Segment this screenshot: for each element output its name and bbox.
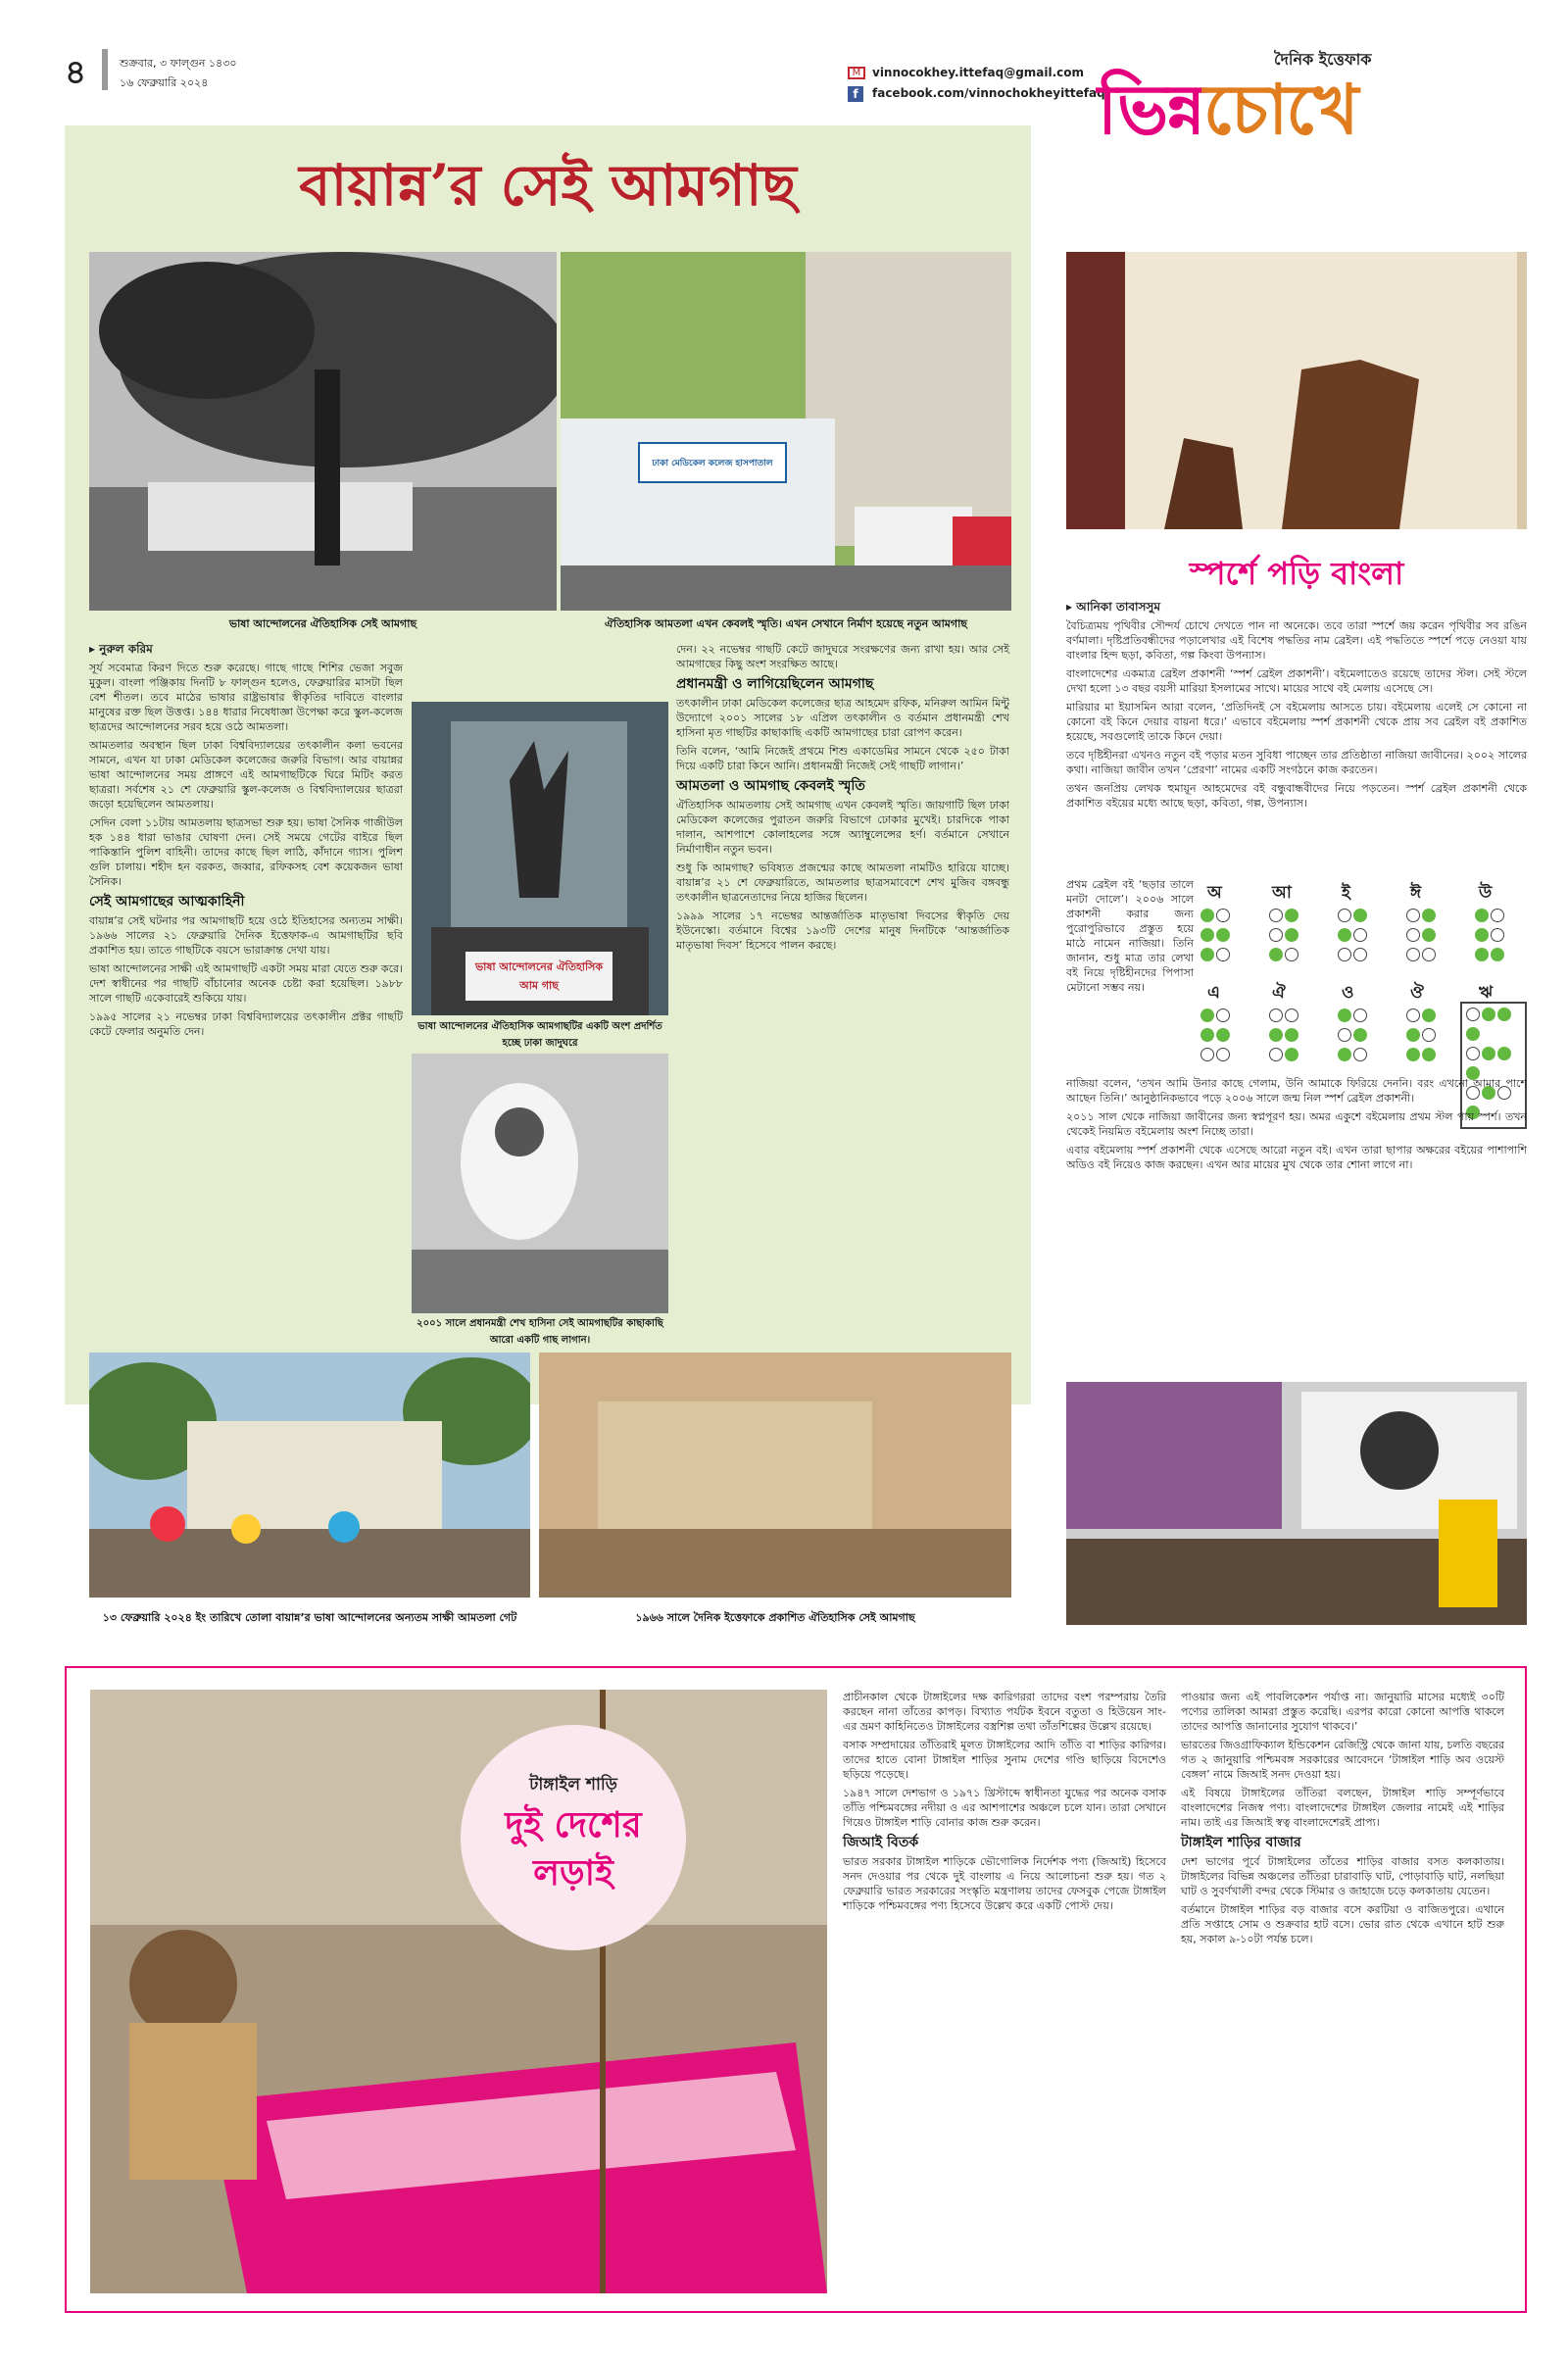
- paragraph: তিনি বলেন, ‘আমি নিজেই প্রথমে শিশু একাডেমির সামনে থেকে ২৫০ টাকা দিয়ে একটি চারা কিনে আনি। প্রধানমন্ত্রী নিজেই সেই গাছটি লাগান।’: [676, 745, 1009, 772]
- paragraph: এই বিষয়ে টাঙ্গাইলের তাঁতিরা বলছেন, টাঙ্গাইল শাড়ি সম্পূর্ণভাবে বাংলাদেশের নিজস্ব পণ্য। বাংলাদেশের টাঙ্গাইল জেলার নামেই এই শাড়ির নাম। তাই এর জিআই স্বত্ব বাংলাদেশেরই প্রাপ্য।: [1181, 1787, 1504, 1829]
- facebook-link[interactable]: facebook.com/vinnochokheyittefaq: [872, 86, 1105, 100]
- paragraph: বসাক সম্প্রদায়ের তাঁতিরাই মূলত টাঙ্গাইলের আদি তাঁতি বা শাড়ির কারিগর। তাদের হাতে বোনা টাঙ্গাইল শাড়ির সুনাম দেশের গণ্ডি ছাড়িয়ে বিদেশেও ছড়িয়ে পড়েছে।: [843, 1739, 1166, 1781]
- vowel-label: ঈ: [1410, 883, 1422, 903]
- issue-date-bn: শুক্রবার, ৩ ফাল্গুন ১৪৩০: [120, 57, 237, 70]
- braille-cell-ou: [1405, 1008, 1437, 1066]
- paragraph: তৎকালীন ঢাকা মেডিকেল কলেজের ছাত্র আহমেদ রফিক, মনিরুল আমিন মিন্টু উদ্যোগে ২০০১ সালের ১৮ এপ্রিল তৎকালীন ও বর্তমান প্রধানমন্ত্রী শেখ হাসিনা মৃত গাছটির কাছাকাছি একটি আমগাছের চারা রোপণ করেন।: [676, 697, 1009, 739]
- paragraph: নাজিয়া বলেন, ‘তখন আমি উনার কাছে গেলাম, উনি আমাকে ফিরিয়ে দেননি। বরং এখনো আমার পাশে আছেন তিনি।’ আনুষ্ঠানিকভাবে পড়ে ২০০৬ সালে জন্ম নিল স্পর্শ ব্রেইল প্রকাশনী।: [1066, 1077, 1527, 1105]
- paragraph: শুধু কি আমগাছ? ভবিষ্যত প্রজন্মের কাছে আমতলা নামটিও হারিয়ে যাচ্ছে। বায়ান্ন’র ২১ শে ফেব্রুয়ারিতে, আমতলার ছাত্রসমাবেশে শেখ মুজিব বঙ্গবন্ধু তৎকালীন ছাত্রনেতাদের নিয়ে হাজির ছিলেন।: [676, 861, 1009, 904]
- paragraph: বাংলাদেশের একমাত্র ব্রেইল প্রকাশনী ‘স্পর্শ ব্রেইল প্রকাশনী’। বইমেলাতেও রয়েছে তাদের স্টল। সেই স্টলে দেখা হলো ১৩ বছর বয়সী মারিয়া ইসলামের সাথে। মায়ের সাথে বই মেলায় এসেছে সে।: [1066, 667, 1527, 695]
- braille-byline-name: আনিকা তাবাসসুম: [1076, 600, 1161, 614]
- hospital-signboard-text: ঢাকা মেডিকেল কলেজ হাসপাতাল: [652, 459, 773, 468]
- caption-pm-planting: ২০০১ সালে প্রধানমন্ত্রী শেখ হাসিনা সেই আমগাছটির কাছাকাছি আরো একটি গাছ লাগান।: [416, 1318, 663, 1346]
- feature-title: বায়ান্ন’র সেই আমগাছ: [299, 152, 797, 219]
- museum-plaque-text: ভাষা আন্দোলনের ঐতিহাসিক আম গাছ: [474, 960, 604, 992]
- vowel-label: ও: [1342, 983, 1354, 1003]
- section-logo: [1098, 61, 1509, 159]
- caption-1966-photo: ১৯৬৬ সালে দৈনিক ইত্তেফাকে প্রকাশিত ঐতিহাসিক সেই আমগাছ: [635, 1611, 915, 1624]
- pm-planting-photo: [412, 1054, 668, 1313]
- paragraph: ১৯৯৫ সালের ২১ নভেম্বর ঢাকা বিশ্ববিদ্যালয়ের তৎকালীন প্রক্টর গাছটি কেটে ফেলার অনুমতি দেন।: [89, 1010, 403, 1038]
- paragraph: ১৯৯৯ সালের ১৭ নভেম্বর আন্তর্জাতিক মাতৃভাষা দিবসের স্বীকৃতি দেয় ইউনেস্কো। বর্তমানে বিশ্বের ১৯৩টি দেশের মানুষ দিনটিকে ‘আন্তর্জাতিক মাতৃভাষা দিবস’ হিসেবে পালন করছে।: [676, 910, 1009, 952]
- paragraph: তথন জনপ্রিয় লেখক হুমায়ূন আহমেদের বই বন্ধুবান্ধবীদের নিয়ে পড়তেন। স্পর্শ ব্রেইল প্রকাশনী থেকে প্রকাশিত বইয়ের মধ্যে আছে ছড়া, কবিতা, গল্প, উপন্যাস।: [1066, 782, 1527, 810]
- saree-column-1: [843, 1690, 1166, 1917]
- tree-illustration: [89, 252, 557, 611]
- planting-illustration: [412, 1054, 668, 1313]
- paragraph: ভারত সরকার টাঙ্গাইল শাড়িকে ভৌগোলিক নির্দেশক পণ্য (জিআই) হিসেবে সনদ দেওয়ার পর থেকে দুই বাংলায় এ নিয়ে আলোচনা শুরু হয়। গত ২ ফেব্রুয়ারি ভারত সরকারের সংস্কৃতি মন্ত্রণালয় তাদের ফেসবুক পেজে টাঙ্গাইল শাড়িকে পশ্চিমবঙ্গের পণ্য হিসেবে উল্লেখ করে একটি পোস্ট দেয়।: [843, 1855, 1166, 1912]
- vowel-label: উ: [1479, 883, 1493, 903]
- braille-cell-u: [1474, 908, 1505, 966]
- saree-title-big-1: দুই দেশের: [505, 1805, 642, 1845]
- paragraph: পাওয়ার জন্য এই পাবলিকেশন পর্যাপ্ত না। জানুয়ারি মাসের মধ্যেই ৩০টি পণ্যের তালিকা আমরা প্রস্তুত করেছি। এরপর কারো কোনো আপত্তি থাকলে তাদের আপত্তি জানানোর সুযোগ থাকবে।’: [1181, 1691, 1504, 1733]
- paragraph: প্রথম ব্রেইল বই ‘ছড়ার তালে মনটা দোলে’। ২০০৬ সালে প্রকাশনী করার জন্য পুরোপুরিভাবে প্রস্তুত হয়ে মাঠে নামেন নাজিয়া। তিনি জানান, শুধু মাত্র তার লেখা বই নিয়ে দৃষ্টিহীনদের পিপাসা মেটানো সম্ভব নয়।: [1066, 878, 1194, 994]
- paragraph: ১৯৪৭ সালে দেশভাগ ও ১৯৭১ খ্রিস্টাব্দে স্বাধীনতা যুদ্ধের পর অনেক বসাক তাঁতি পশ্চিমবঙ্গের নদীয়া ও এর আশপাশের অঞ্চলে চলে যান। তারা সেখানে গিয়েও টাঙ্গাইল শাড়ি বোনার কাজ শুরু করেন।: [843, 1787, 1166, 1829]
- loom-illustration: [90, 1690, 827, 2293]
- braille-cell-i: [1337, 908, 1368, 966]
- vowel-label: এ: [1207, 983, 1220, 1003]
- paragraph: বৈচিত্র্যময় পৃথিবীর সৌন্দর্য চোখে দেখতে পান না অনেকে। তবে তারা স্পর্শে জয় করেন পৃথিবীর সব রঙিন বর্ণমালা। দৃষ্টিপ্রতিবন্ধীদের পড়ালেখার এই বিশেষ পদ্ধতির নাম ব্রেইল। এই পদ্ধতিতে স্পর্শে পড়ে নেওয়া যায় বাংলার হিন্দ ছড়া, কবিতা, গল্প কিংবা উপন্যাস।: [1066, 619, 1527, 662]
- braille-column-2: [1066, 1076, 1527, 1176]
- paragraph: আমতলার অবস্থান ছিল ঢাকা বিশ্ববিদ্যালয়ের তৎকালীন কলা ভবনের সামনে, এখন যা ঢাকা মেডিকেল কলেজের জরুরি বিভাগ। আর বায়ান্নর ভাষা আন্দোলনের সময় প্রাঙ্গণে এই আমগাছটিকে ঘিরে মিটিং করত ছাত্ররা। সর্বশেষ ২১ শে ফেব্রুয়ারি স্কুল-কলেজ ও বিশ্ববিদ্যালয়ের ছাত্ররা জড়ো হয়েছিলেন আমতলায়।: [89, 739, 403, 811]
- gate-illustration: [89, 1353, 530, 1598]
- email-link[interactable]: vinnocokhey.ittefaq@gmail.com: [872, 66, 1085, 79]
- facebook-icon: f: [848, 86, 863, 102]
- subheading: সেই আমগাছের আত্মকাহিনী: [89, 894, 245, 910]
- museum-tree-photo: [412, 702, 668, 1015]
- subheading: প্রধানমন্ত্রী ও লাগিয়েছিলেন আমগাছ: [676, 676, 874, 692]
- feature-column-1: [89, 642, 403, 1043]
- weaving-loom-photo: [90, 1690, 827, 2293]
- old-mango-tree-photo: [89, 252, 557, 611]
- hospital-gate-photo: [561, 252, 1011, 611]
- braille-cell-e: [1200, 1008, 1231, 1066]
- braille-cell-aa: [1268, 908, 1299, 966]
- hospital-illustration: [561, 252, 1011, 611]
- feature-byline: ▸ নুরুল করিম: [89, 642, 153, 656]
- paragraph: ভাষা আন্দোলনের সাক্ষী এই আমগাছটি একটা সময় মারা যেতে শুরু করে। দেশ স্বাধীনের পর গাছটি বাঁচানোর অনেক চেষ্টা করা হয়েছিল। ১৯৮৮ সালে গাছটি একেবারেই শুকিয়ে যায়।: [89, 962, 403, 1005]
- braille-cell-a: [1200, 908, 1231, 966]
- feature-column-2: [676, 642, 1009, 957]
- vowel-label: ঔ: [1410, 983, 1424, 1003]
- header-divider: [102, 49, 108, 90]
- caption-old-tree: ভাষা আন্দোলনের ঐতিহাসিক সেই আমগাছ: [228, 617, 417, 630]
- braille-illustration: [1066, 252, 1527, 529]
- vowel-label: অ: [1207, 883, 1222, 903]
- braille-title: স্পর্শে পড়ি বাংলা: [1189, 555, 1404, 592]
- paragraph: দেশ ভাগের পূর্বে টাঙ্গাইলের তাঁতের শাড়ির বাজার বসত কলকাতায়। টাঙ্গাইলের বিভিন্ন অঞ্চলের তাঁতিরা চারাবাড়ি ঘাট, পোড়াবাড়ি ঘাট, নলছিয়া ঘাট ও সুবর্ণখালী বন্দর থেকে স্টিমার ও জাহাজে চড়ে কলকাতায় যেতেন।: [1181, 1855, 1504, 1897]
- paragraph: ভারতের জিওগ্রাফিক্যাল ইন্ডিকেশন রেজিস্ট্রি থেকে জানা যায়, চলতি বছরের গত ২ জানুয়ারি পশ্চিমবঙ্গ সরকারের আবেদনে ‘টাঙ্গাইল শাড়ি অব ওয়েস্ট বেঙ্গল’ নামে জিআই সনদ দেওয়া হয়।: [1181, 1739, 1504, 1781]
- subheading: জিআই বিতর্ক: [843, 1835, 919, 1850]
- paragraph: ঐতিহাসিক আমতলায় সেই আমগাছ এখন কেবলই স্মৃতি। জায়গাটি ছিল ঢাকা মেডিকেল কলেজের পুরাতন জরুরি বিভাগে ঢোকার মুখেই। চারদিকে পাকা দালান, আশপাশে কোলাহলের সঙ্গে অ্যাম্বুলেন্সের হর্ণ। বর্তমানে সেখানে নির্মাণাধীন নতুন ভবন।: [676, 799, 1009, 856]
- vowel-label: ঐ: [1272, 983, 1286, 1003]
- saree-title-bubble: [461, 1725, 686, 1950]
- section-logo-part2: চোখে: [1203, 70, 1357, 150]
- saree-title-big-2: লড়াই: [533, 1853, 613, 1894]
- saree-column-2: [1181, 1690, 1504, 1950]
- caption-hospital: ঐতিহাসিক আমতলা এখন কেবলই স্মৃতি। এখন সেখানে নির্মাণ হয়েছে নতুন আমগাছ: [605, 617, 967, 630]
- stall-illustration: [1066, 1382, 1527, 1625]
- issue-date-en: ১৬ ফেব্রুয়ারি ২০২৪: [120, 76, 209, 89]
- caption-museum: ভাষা আন্দোলনের ঐতিহাসিক আমগাছটির একটি অংশ প্রদর্শিত হচ্ছে ঢাকা জাদুঘরে: [417, 1021, 662, 1049]
- vowel-label: ই: [1342, 883, 1350, 903]
- subheading: টাঙ্গাইল শাড়ির বাজার: [1181, 1835, 1301, 1850]
- braille-reading-photo: [1066, 252, 1527, 529]
- paragraph: ২০১১ সাল থেকে নাজিয়া জাবীনের জন্য স্বপ্নপূরণ হয়। অমর একুশে বইমেলায় প্রথম স্টল পায় স্পর্শ। তখন থেকেই নিয়মিত বইমেলায় অংশ নিচ্ছে তারা।: [1066, 1110, 1527, 1138]
- caption-amtola-gate: ১৩ ফেব্রুয়ারি ২০২৪ ইং তারিখে তোলা বায়ান্ন’র ভাষা আন্দোলনের অন্যতম সাক্ষী আমতলা গেট: [102, 1611, 517, 1624]
- saree-title-small: টাঙ্গাইল শাড়ি: [529, 1775, 617, 1795]
- ittefaq-1966-photo: [539, 1353, 1011, 1598]
- braille-cell-ii: [1405, 908, 1437, 966]
- braille-column: [1066, 600, 1527, 814]
- subheading: আমতলা ও আমগাছ কেবলই স্মৃতি: [676, 778, 865, 794]
- vowel-label: আ: [1272, 883, 1292, 903]
- paragraph: এবার বইমেলায় স্পর্শ প্রকাশনী থেকে এসেছে আরো নতুন বই। এখন তারা ছাপার অক্ষরের বইয়ের পাশাপাশি অডিও বই নিয়েও কাজ করছেন। এখন আর মায়ের মুখ থেকে তার শোনা লাগে না।: [1066, 1144, 1527, 1171]
- braille-cell-oi: [1268, 1008, 1299, 1066]
- braille-row-1-labels: [1200, 880, 1527, 904]
- byline-name: নুরুল করিম: [99, 642, 153, 656]
- paragraph: প্রাচীনকাল থেকে টাঙ্গাইলের দক্ষ কারিগররা তাদের বংশ পরম্পরায় তৈরি করছেন নানা তাঁতের কাপড়। বিখ্যাত পর্যটক ইবনে বতুতা ও হিউয়েন সাং-এর ভ্রমণ কাহিনিতেও টাঙ্গাইলের বস্ত্রশিল্প তথা তাঁতশিল্পের উল্লেখ রয়েছে।: [843, 1691, 1166, 1733]
- archive-illustration: [539, 1353, 1011, 1598]
- braille-side-text: [1066, 877, 1194, 999]
- paragraph: সেদিন বেলা ১১টায় আমতলায় ছাত্রসভা শুরু হয়। ভাষা সৈনিক গাজীউল হক ১৪৪ ধারা ভাঙার ঘোষণা দেন। সেই সময়ে গেটের বাইরে ছিল পাকিস্তানি পুলিশ বাহিনী। তাদের কাছে ছিল লাঠি, কাঁদানে গ্যাস। পুলিশ গুলি চালায়। শহীদ হন বরকত, জব্বার, রফিকসহ বেশ কয়েকজন ভাষা সৈনিক।: [89, 816, 403, 888]
- vowel-label: ঋ: [1479, 983, 1494, 1003]
- paragraph: বায়ান্ন’র সেই ঘটনার পর আমগাছটি হয়ে ওঠে ইতিহাসের অন্যতম সাক্ষী। ১৯৬৬ সালের ২১ ফেব্রুয়ারি দৈনিক ইত্তেফাক-এ আমগাছটির ছবি প্রকাশিত হয়। তাতে গাছটিকে বয়সে ভারাক্রান্ত দেখা যায়।: [89, 914, 403, 957]
- amtola-gate-photo: [89, 1353, 530, 1598]
- paragraph: তবে দৃষ্টিহীনরা এখনও নতুন বই পড়ার মতন সুবিধা পাচ্ছেন তার প্রতিষ্ঠাতা নাজিয়া জাবীনের। ২০০২ সালের কথা। নাজিয়া জাবীন তখন ‘প্রেরণা’ নামের একটি সংগঠনে কাজ করতেন।: [1066, 749, 1527, 776]
- paragraph: বর্তমানে টাঙ্গাইল শাড়ির বড় বাজার বসে করটিয়া ও বাজিতপুরে। এখানে প্রতি সপ্তাহে সোম ও শুক্রবার হাট বসে। ভোর রাত থেকে এখানে হাট শুরু হয়, সকাল ৯-১০টা পর্যন্ত চলে।: [1181, 1903, 1504, 1945]
- braille-chart: [1200, 880, 1527, 1071]
- braille-row-2-labels: [1200, 980, 1527, 1004]
- ittefaq-logo: দৈনিক ইত্তেফাক: [1274, 50, 1372, 69]
- email-icon: M: [848, 67, 865, 79]
- paragraph: সূর্য সবেমাত্র কিরণ দিতে শুরু করেছে। গাছে গাছে শিশির ভেজা সবুজ মুকুল। বাংলা পঞ্জিকায় দিনটি ৮ ফাল্গুন হলেও, ফেব্রুয়ারির মাসটা ছিল বেশ শীতল। তবে মাঠের ভাষার রাষ্ট্রভাষার স্বীকৃতির দাবিতে বাংলার মানুষের রক্ত ছিল উত্তপ্ত। ১৪৪ ধারার নিষেধাজ্ঞা উপেক্ষা করে স্কুল-কলেজ ছাত্রদের আন্দোলনের সরব হয়ে ওঠে আমতলা।: [89, 662, 403, 733]
- paragraph: দেন। ২২ নভেম্বর গাছটি কেটে জাদুঘরে সংরক্ষণের জন্য রাখা হয়। আর সেই আমগাছের কিছু অংশ সংরক্ষিত আছে।: [676, 643, 1009, 670]
- braille-byline: ▸ আনিকা তাবাসসুম: [1066, 600, 1161, 614]
- braille-stall-photo: [1066, 1382, 1527, 1625]
- page-number: ৪: [65, 53, 87, 92]
- braille-cell-o: [1337, 1008, 1368, 1066]
- section-logo-part1: ভিন্ন: [1098, 70, 1204, 150]
- paragraph: মারিয়ার মা ইয়াসমিন আরা বলেন, ‘প্রতিদিনই সে বইমেলায় আসতে চায়। বইমেলায় এলেই সে কোনো না কোনো বই কিনে দেয়ার বায়না ধরে।’ এভাবে বইমেলায় স্পর্শ প্রকাশনী থেকে প্রায় সব ব্রেইল বই প্রকাশিত হয়েছে, সবগুলোই তাকে কিনে দেয়া।: [1066, 701, 1527, 743]
